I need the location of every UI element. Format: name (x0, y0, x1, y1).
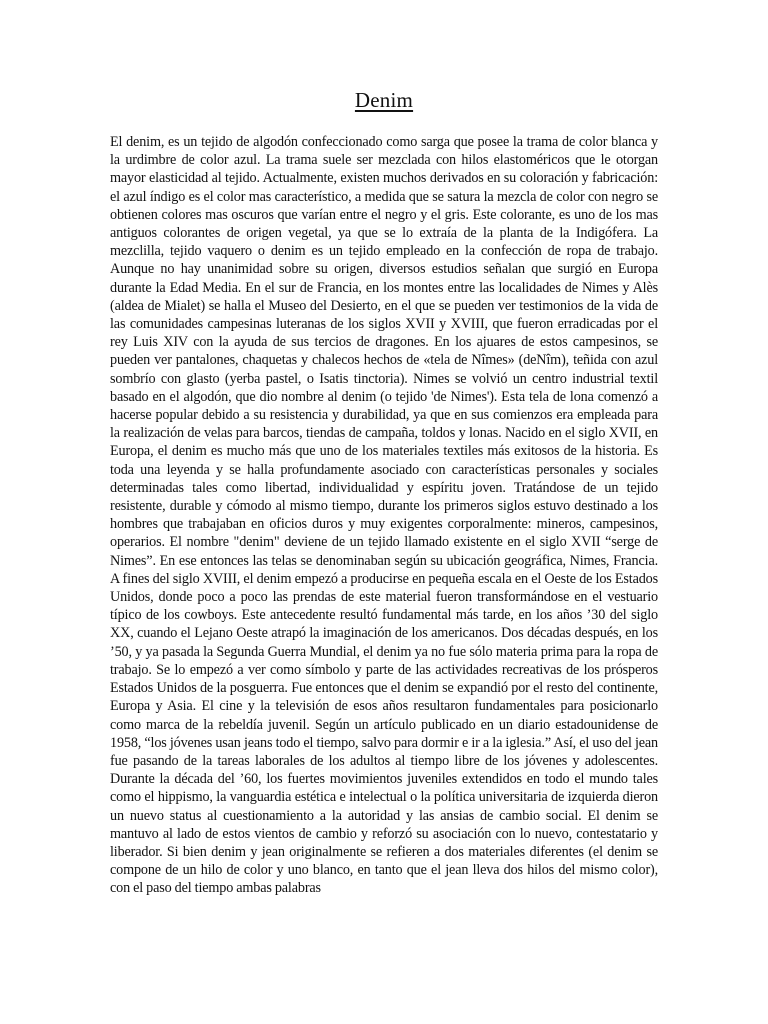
document-body-paragraph: El denim, es un tejido de algodón confeccionado como sarga que posee la trama de color blanca y la urdimbre de color azul. La trama suele ser mezclada con hilos elastoméricos que le otorgan mayor elasticidad al tejido. Actualmente, existen muchos derivados en su coloración y fabricación: el azul índigo es el color mas característico, a medida que se satura la mezcla de color con negro se obtienen colores mas oscuros que varían entre el negro y el gris. Este colorante, es uno de los mas antiguos colorantes de origen vegetal, ya que se lo extraía de la planta de la Indigófera. La mezclilla, tejido vaquero o denim es un tejido empleado en la confección de ropa de trabajo. Aunque no hay unanimidad sobre su origen, diversos estudios señalan que surgió en Europa durante la Edad Media. En el sur de Francia, en los montes entre las localidades de Nimes y Alès (aldea de Mialet) se halla el Museo del Desierto, en el que se pueden ver testimonios de la vida de las comunidades campesinas luteranas de los siglos XVII y XVIII, que fueron erradicadas por el rey Luis XIV con la ayuda de sus tercios de dragones. En los ajuares de estos campesinos, se pueden ver pantalones, chaquetas y chalecos hechos de «tela de Nîmes» (deNîm), teñida con azul sombrío con glasto (yerba pastel, o Isatis tinctoria). Nimes se volvió un centro industrial textil basado en el algodón, que dio nombre al denim (o tejido 'de Nimes'). Esta tela de lona comenzó a hacerse popular debido a su resistencia y durabilidad, ya que en sus comienzos era empleada para la realización de velas para barcos, tiendas de campaña, toldos y lonas. Nacido en el siglo XVII, en Europa, el denim es mucho más que uno de los materiales textiles más exitosos de la historia. Es toda una leyenda y se halla profundamente asociado con características personales y sociales determinadas tales como libertad, individualidad y espíritu joven. Tratándose de un tejido resistente, durable y cómodo al mismo tiempo, durante los primeros siglos estuvo destinado a los hombres que trabajaban en oficios duros y muy exigentes corporalmente: mineros, campesinos, operarios. El nombre "denim" deviene de un tejido llamado existente en el siglo XVII “serge de Nimes”. En ese entonces las telas se denominaban según su ubicación geográfica, Nimes, Francia. A fines del siglo XVIII, el denim empezó a producirse en pequeña escala en el Oeste de los Estados Unidos, donde poco a poco las prendas de este material fueron transformándose en el vestuario típico de los cowboys. Este antecedente resultó fundamental más tarde, en los años ’30 del siglo XX, cuando el Lejano Oeste atrapó la imaginación de los americanos. Dos décadas después, en los ’50, y ya pasada la Segunda Guerra Mundial, el denim ya no fue sólo materia prima para la ropa de trabajo. Se lo empezó a ver como símbolo y parte de las actividades recreativas de los prósperos Estados Unidos de la posguerra. Fue entonces que el denim se expandió por el resto del continente, Europa y Asia. El cine y la televisión de esos años resultaron fundamentales para posicionarlo como marca de la rebeldía juvenil. Según un artículo publicado en un diario estadounidense de 1958, “los jóvenes usan jeans todo el tiempo, salvo para dormir e ir a la iglesia.” Así, el uso del jean fue pasando de la tareas laborales de los adultos al tiempo libre de los jóvenes y adolescentes. Durante la década del ’60, los fuertes movimientos juveniles extendidos en todo el mundo tales como el hippismo, la vanguardia estética e intelectual o la política universitaria de izquierda dieron un nuevo status al cuestionamiento a la autoridad y las ansias de cambio social. El denim se mantuvo al lado de estos vientos de cambio y reforzó su asociación con lo nuevo, contestatario y liberador. Si bien denim y jean originalmente se refieren a dos materiales diferentes (el denim se compone de un hilo de color y uno blanco, en tanto que el jean lleva dos hilos del mismo color), con el paso del tiempo ambas palabras (110, 134, 658, 897)
document-title: Denim (354, 88, 414, 112)
